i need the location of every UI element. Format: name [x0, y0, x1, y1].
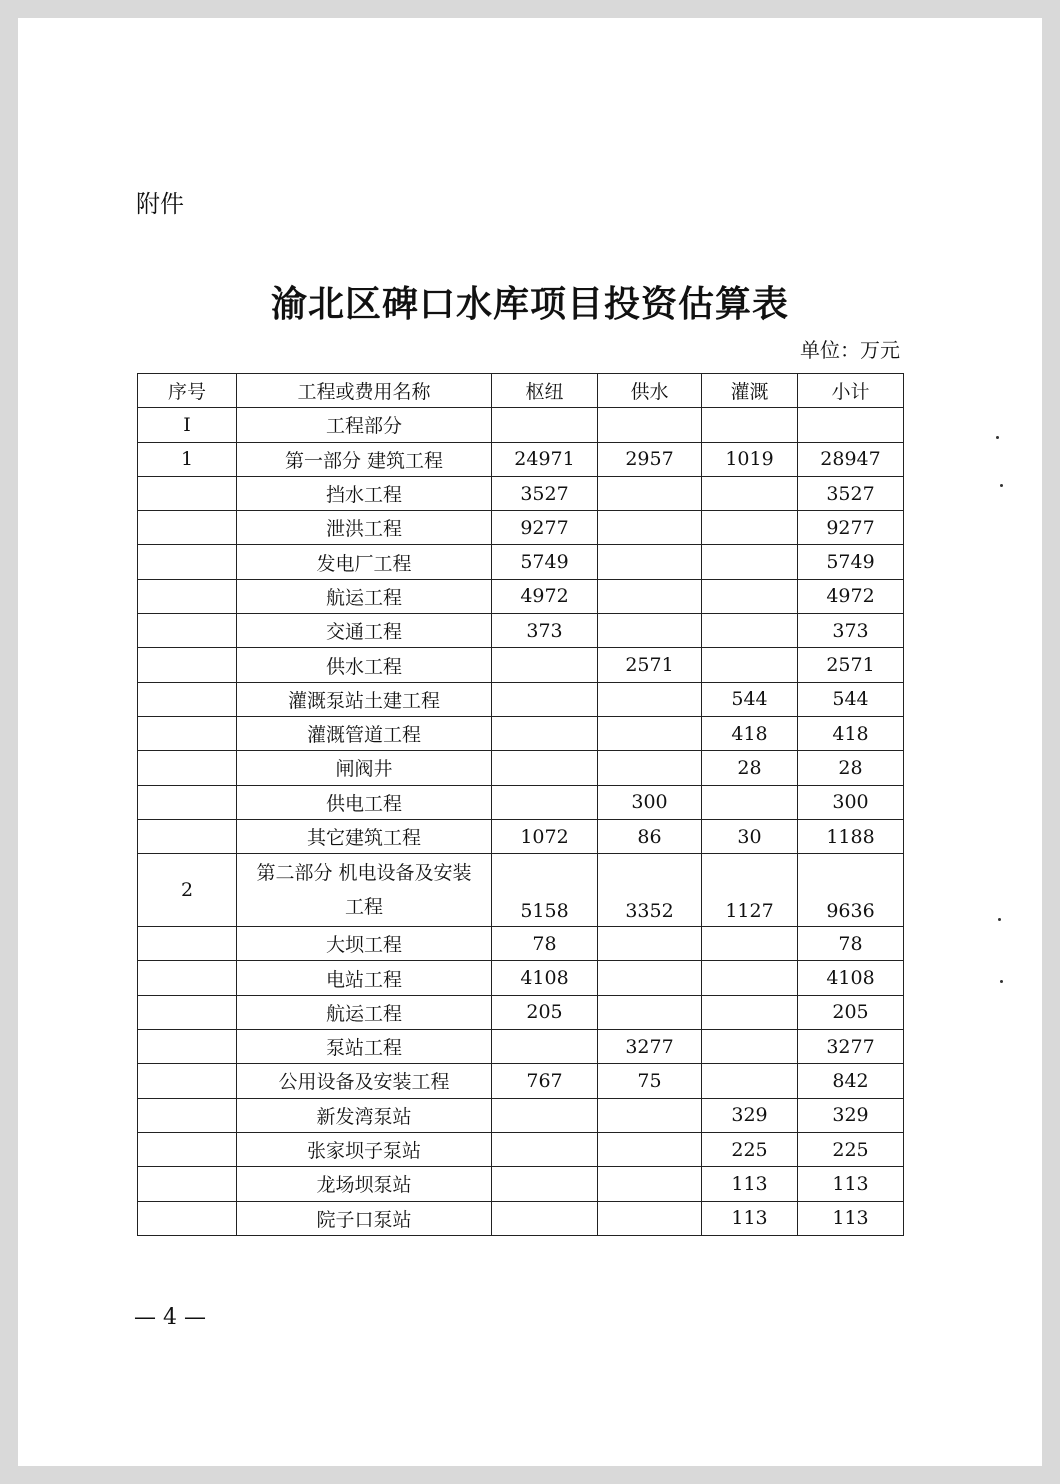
- cell-subtotal: 418: [798, 716, 904, 750]
- table-row: [138, 579, 904, 613]
- cell-subtotal: 4972: [798, 579, 904, 613]
- page-number: — 4 —: [134, 1305, 206, 1330]
- cell-hub: [492, 648, 598, 682]
- cell-irrigation: 329: [702, 1098, 798, 1132]
- scan-speck: [1000, 484, 1003, 487]
- cell-subtotal: 78: [798, 927, 904, 961]
- cell-subtotal: 113: [798, 1167, 904, 1201]
- cell-name: 挡水工程: [237, 476, 492, 510]
- cell-no: 1: [138, 442, 237, 476]
- table-row: [138, 961, 904, 995]
- cell-subtotal: 1188: [798, 819, 904, 853]
- cell-supply: [598, 408, 702, 442]
- cell-name: 闸阀井: [237, 751, 492, 785]
- cell-supply: [598, 927, 702, 961]
- unit-label: 单位：万元: [800, 338, 900, 362]
- cell-irrigation: [702, 785, 798, 819]
- cell-no: 2: [138, 854, 237, 927]
- cell-supply: 86: [598, 819, 702, 853]
- cell-supply: [598, 476, 702, 510]
- col-header-irrigation: 灌溉: [702, 374, 798, 408]
- cell-no: [138, 614, 237, 648]
- table-row: [138, 408, 904, 442]
- cell-name-line2: 工程: [344, 896, 383, 919]
- cell-hub: [492, 1098, 598, 1132]
- cell-name: 供电工程: [237, 785, 492, 819]
- cell-hub: [492, 1030, 598, 1064]
- cell-name: 第一部分 建筑工程: [237, 442, 492, 476]
- col-header-no: 序号: [138, 374, 237, 408]
- table-row-part2: [138, 854, 904, 927]
- cell-irrigation: 544: [702, 682, 798, 716]
- cell-irrigation: 30: [702, 819, 798, 853]
- cell-irrigation: [702, 927, 798, 961]
- cell-no: [138, 751, 237, 785]
- table-row: [138, 1132, 904, 1166]
- cell-hub: [492, 1132, 598, 1166]
- cell-subtotal: 28: [798, 751, 904, 785]
- cell-subtotal: 842: [798, 1064, 904, 1098]
- cell-supply: [598, 682, 702, 716]
- cell-no: [138, 1098, 237, 1132]
- table-row: [138, 682, 904, 716]
- cell-name: 新发湾泵站: [237, 1098, 492, 1132]
- cell-supply: [598, 1132, 702, 1166]
- cell-irrigation: 113: [702, 1201, 798, 1235]
- cell-subtotal: 3277: [798, 1030, 904, 1064]
- cell-name: 龙场坝泵站: [237, 1167, 492, 1201]
- cell-hub: [492, 751, 598, 785]
- cell-no: [138, 961, 237, 995]
- cell-no: [138, 1167, 237, 1201]
- cell-subtotal: 225: [798, 1132, 904, 1166]
- cell-supply: [598, 1201, 702, 1235]
- attachment-label: 附件: [136, 190, 184, 218]
- cell-supply: [598, 961, 702, 995]
- cell-name: 灌溉泵站土建工程: [237, 682, 492, 716]
- cell-no: [138, 716, 237, 750]
- cell-name: 张家坝子泵站: [237, 1132, 492, 1166]
- cell-supply: [598, 579, 702, 613]
- cell-name: 工程部分: [237, 408, 492, 442]
- cell-supply: 2957: [598, 442, 702, 476]
- cell-irrigation: [702, 476, 798, 510]
- table-row: [138, 716, 904, 750]
- table-row: [138, 995, 904, 1029]
- cell-name: 航运工程: [237, 995, 492, 1029]
- table-row: [138, 1030, 904, 1064]
- table-row: [138, 819, 904, 853]
- cell-hub: 4972: [492, 579, 598, 613]
- cell-hub: 5749: [492, 545, 598, 579]
- col-header-hub: 枢纽: [492, 374, 598, 408]
- cell-subtotal: 9636: [798, 854, 904, 927]
- cell-supply: 3352: [598, 854, 702, 927]
- table-row: [138, 1167, 904, 1201]
- cell-supply: [598, 545, 702, 579]
- cell-irrigation: [702, 648, 798, 682]
- table-row: [138, 1098, 904, 1132]
- scan-speck: [998, 918, 1001, 921]
- cell-subtotal: 2571: [798, 648, 904, 682]
- cell-irrigation: 225: [702, 1132, 798, 1166]
- cell-irrigation: [702, 961, 798, 995]
- cell-subtotal: 9277: [798, 511, 904, 545]
- cell-hub: 767: [492, 1064, 598, 1098]
- table-row: [138, 511, 904, 545]
- cell-subtotal: 329: [798, 1098, 904, 1132]
- cell-hub: 3527: [492, 476, 598, 510]
- table-row: [138, 785, 904, 819]
- cell-hub: 24971: [492, 442, 598, 476]
- cell-irrigation: [702, 995, 798, 1029]
- cell-hub: 373: [492, 614, 598, 648]
- cell-name: 发电厂工程: [237, 545, 492, 579]
- cell-subtotal: 4108: [798, 961, 904, 995]
- cell-name: 灌溉管道工程: [237, 716, 492, 750]
- cell-supply: [598, 1098, 702, 1132]
- table-row: [138, 927, 904, 961]
- table-row: [138, 1064, 904, 1098]
- cell-hub: [492, 785, 598, 819]
- cell-no: [138, 476, 237, 510]
- cell-name: 泄洪工程: [237, 511, 492, 545]
- cell-supply: [598, 511, 702, 545]
- table-row: [138, 648, 904, 682]
- cell-supply: [598, 995, 702, 1029]
- cell-no: [138, 1064, 237, 1098]
- table-row: [138, 476, 904, 510]
- cell-hub: [492, 716, 598, 750]
- cell-irrigation: 418: [702, 716, 798, 750]
- cell-no: [138, 579, 237, 613]
- cell-no: [138, 648, 237, 682]
- col-header-subtotal: 小计: [798, 374, 904, 408]
- cell-name: 大坝工程: [237, 927, 492, 961]
- cell-supply: [598, 751, 702, 785]
- cell-name: 其它建筑工程: [237, 819, 492, 853]
- cell-hub: 9277: [492, 511, 598, 545]
- cell-supply: 3277: [598, 1030, 702, 1064]
- cell-subtotal: 544: [798, 682, 904, 716]
- cell-subtotal: 113: [798, 1201, 904, 1235]
- cell-no: [138, 682, 237, 716]
- cell-hub: 5158: [492, 854, 598, 927]
- cell-subtotal: 28947: [798, 442, 904, 476]
- cell-irrigation: [702, 1064, 798, 1098]
- cell-no: [138, 1030, 237, 1064]
- cell-no: [138, 1201, 237, 1235]
- cell-subtotal: 3527: [798, 476, 904, 510]
- cell-supply: 2571: [598, 648, 702, 682]
- cell-irrigation: [702, 545, 798, 579]
- cell-hub: [492, 1201, 598, 1235]
- cell-no: [138, 511, 237, 545]
- table-row: [138, 442, 904, 476]
- cell-hub: [492, 408, 598, 442]
- cell-hub: 78: [492, 927, 598, 961]
- cell-name: 泵站工程: [237, 1030, 492, 1064]
- cell-supply: [598, 1167, 702, 1201]
- cell-hub: [492, 1167, 598, 1201]
- page-title: 渝北区碑口水库项目投资估算表: [270, 283, 789, 325]
- scan-speck: [996, 436, 999, 439]
- cell-supply: 300: [598, 785, 702, 819]
- col-header-name: 工程或费用名称: [237, 374, 492, 408]
- cell-irrigation: [702, 511, 798, 545]
- cell-irrigation: [702, 579, 798, 613]
- col-header-supply: 供水: [598, 374, 702, 408]
- cell-irrigation: 1019: [702, 442, 798, 476]
- cell-hub: 4108: [492, 961, 598, 995]
- cell-no: [138, 927, 237, 961]
- cell-name: 供水工程: [237, 648, 492, 682]
- cell-hub: 1072: [492, 819, 598, 853]
- cell-irrigation: [702, 1030, 798, 1064]
- cell-no: [138, 785, 237, 819]
- cell-subtotal: 205: [798, 995, 904, 1029]
- cell-no: [138, 819, 237, 853]
- cell-name: 院子口泵站: [237, 1201, 492, 1235]
- cell-irrigation: [702, 408, 798, 442]
- cell-no: [138, 545, 237, 579]
- table-row: [138, 545, 904, 579]
- cell-name: 航运工程: [237, 579, 492, 613]
- cell-subtotal: 373: [798, 614, 904, 648]
- table-row: [138, 751, 904, 785]
- cell-hub: [492, 682, 598, 716]
- cell-supply: [598, 716, 702, 750]
- cell-no: [138, 995, 237, 1029]
- table-row: [138, 1201, 904, 1235]
- table-row: [138, 614, 904, 648]
- cell-name: 电站工程: [237, 961, 492, 995]
- cell-irrigation: 113: [702, 1167, 798, 1201]
- cell-irrigation: 1127: [702, 854, 798, 927]
- cell-subtotal: 5749: [798, 545, 904, 579]
- cell-subtotal: [798, 408, 904, 442]
- cell-no: [138, 1132, 237, 1166]
- cell-name-line1: 第二部分 机电设备及安装: [256, 862, 472, 885]
- table-header-row: [138, 374, 904, 408]
- cell-subtotal: 300: [798, 785, 904, 819]
- cell-name: 公用设备及安装工程: [237, 1064, 492, 1098]
- scan-speck: [1000, 980, 1003, 983]
- cell-supply: 75: [598, 1064, 702, 1098]
- cell-irrigation: 28: [702, 751, 798, 785]
- cell-supply: [598, 614, 702, 648]
- cell-hub: 205: [492, 995, 598, 1029]
- investment-table: [137, 373, 904, 1236]
- cell-no: Ⅰ: [138, 408, 237, 442]
- cell-name: [237, 854, 492, 927]
- cell-irrigation: [702, 614, 798, 648]
- cell-name: 交通工程: [237, 614, 492, 648]
